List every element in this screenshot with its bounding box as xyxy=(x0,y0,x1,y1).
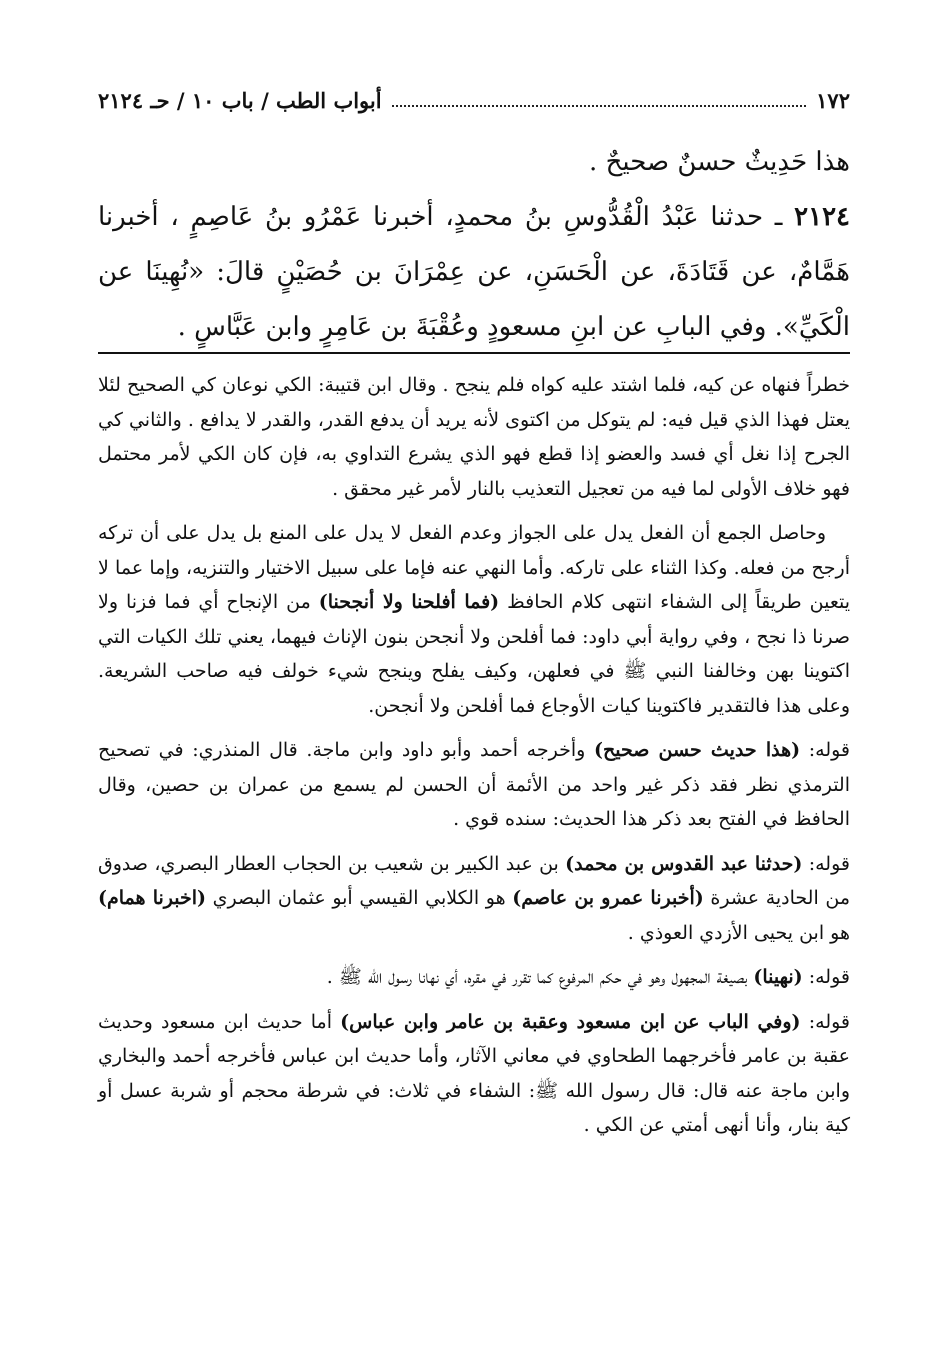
quoted-phrase: (وفي الباب عن ابن مسعود وعقبة بن عامر وابن عباس) xyxy=(340,1010,801,1033)
dotted-leader xyxy=(392,105,807,107)
commentary-text: أما حديث ابن مسعود وحديث عقبة بن عامر فأخرجهما الطحاوي في معاني الآثار، وأما حديث ابن عباس فأخرجه أحمد والبخاري وابن ماجة عنه قال: قال رسول الله ﷺ: الشفاء في ثلاث: في شرطة محجم أو شربة عسل أو كية بنار، وأنا أنهى أمتي عن الكي . xyxy=(98,1010,850,1136)
quoted-phrase: (حدثنا عبد القدوس بن محمد) xyxy=(565,852,803,875)
qawluhu-label: قوله: xyxy=(808,1010,851,1033)
chapter-reference: أبواب الطب / باب ١٠ / حـ ٢١٢٤ xyxy=(98,87,382,113)
quoted-phrase: (هذا حديث حسن صحيح) xyxy=(593,739,801,761)
commentary-text: هو ابن يحيى الأزدي العوذي . xyxy=(627,921,850,944)
commentary-text: بن عبد الكبير بن شعيب بن الحجاب العطار البصري، صدوق من الحادية عشرة xyxy=(98,852,851,909)
quoted-phrase: (اخبرنا همام) xyxy=(98,887,207,909)
commentary-text: وأخرجه أحمد وأبو داود وابن ماجة. قال المنذري: في تصحيح الترمذي نظر فقد ذكر غير واحد من الأئمة أن الحسن لم يسمع من عمران بن حصين، وقال الحافظ في الفتح بعد ذكر هذا الحديث: سنده قوي . xyxy=(98,739,850,830)
main-text xyxy=(98,135,850,355)
hadith-text: ـ حدثنا عَبْدُ الْقُدُّوسِ بنُ محمدٍ، أخبرنا عَمْرُو بنُ عَاصِمٍ ، أخبرنا هَمَّامٌ، عن قَتَادَةَ، عن الْحَسَنِ، عن عِمْرَانَ بن حُصَيْنٍ قالَ: «نُهِينَا عن الْكَيِّ». وفي البابِ عن ابنِ مسعودٍ وعُقْبَةَ بن عَامِرٍ وابن عَبَّاسٍ . xyxy=(98,202,850,342)
commentary-paragraph-2 xyxy=(98,516,850,723)
commentary-paragraph-6 xyxy=(98,1005,850,1143)
hadith-grading: هذا حَدِيثٌ حسنٌ صحيحٌ . xyxy=(589,147,850,177)
commentary-paragraph-5 xyxy=(98,960,850,995)
footnote-divider xyxy=(98,352,850,354)
commentary-paragraph-1: خطراً فنهاه عن كيه، فلما اشتد عليه كواه فلم ينجح . وقال ابن قتيبة: الكي نوعان كي الصحيح لئلا يعتل فهذا الذي قيل فيه: لم يتوكل من اكتوى لأنه يريد أن يدفع القدر، والقدر لا يدافع . والثاني كي الجرح إذا نغل أي فسد والعضو إذا قطع فهو الذي يشرع التداوي به، فإن كان الكي لأمر محتمل فهو خلاف الأولى لما فيه من تعجيل التعذيب بالنار لأمر غير محقق . xyxy=(98,374,850,500)
quoted-phrase: (أخبرنا عمرو بن عاصم) xyxy=(512,887,704,909)
running-head xyxy=(98,80,850,120)
qawluhu-label: قوله: xyxy=(808,739,851,761)
commentary-text: هو الكلابي القيسي أبو عثمان البصري xyxy=(212,887,506,909)
commentary-text: بصيغة المجهول وهو في حكم المرفوع كما تقرر في مقره، أي نهانا رسول الله ﷺ . xyxy=(326,966,748,988)
commentary-paragraph-3 xyxy=(98,733,850,837)
commentary-text: وحاصل الجمع أن الفعل يدل على الجواز وعدم الفعل لا يدل على المنع بل يدل على أن تركه أرجح من فعله. وكذا الثناء على تاركه. وأما النهي عنه فإما على سبيل الاختيار والتنزيه، وإما عما لا يتعين طريقاً إلى الشفاء انتهى كلام الحافظ xyxy=(98,522,851,613)
commentary-paragraph-4 xyxy=(98,847,850,951)
qawluhu-label: قوله: xyxy=(808,966,850,988)
quoted-phrase: (نهينا) xyxy=(753,966,803,988)
commentary xyxy=(98,368,850,1153)
page-number: ١٧٢ xyxy=(816,87,850,113)
qawluhu-label: قوله: xyxy=(808,852,850,875)
hadith-paragraph xyxy=(98,190,850,355)
quoted-phrase: (فما أفلحنا ولا أنجحنا) xyxy=(318,591,500,613)
commentary-text: من الإنجاح أي فما فزنا ولا صرنا ذا نجح ، وفي رواية أبي داود: فما أفلحن ولا أنجحن بنون الإناث فيهما، يعني تلك الكيات التي اكتوينا بهن وخالفنا النبي ﷺ في فعلهن، وكيف يفلح وينجح شيء خولف فيه صاحب الشريعة. وعلى هذا فالتقدير فاكتوينا كيات الأوجاع فما أفلحن ولا أنجحن. xyxy=(98,591,850,717)
hadith-number: ٢١٢٤ xyxy=(794,202,851,232)
